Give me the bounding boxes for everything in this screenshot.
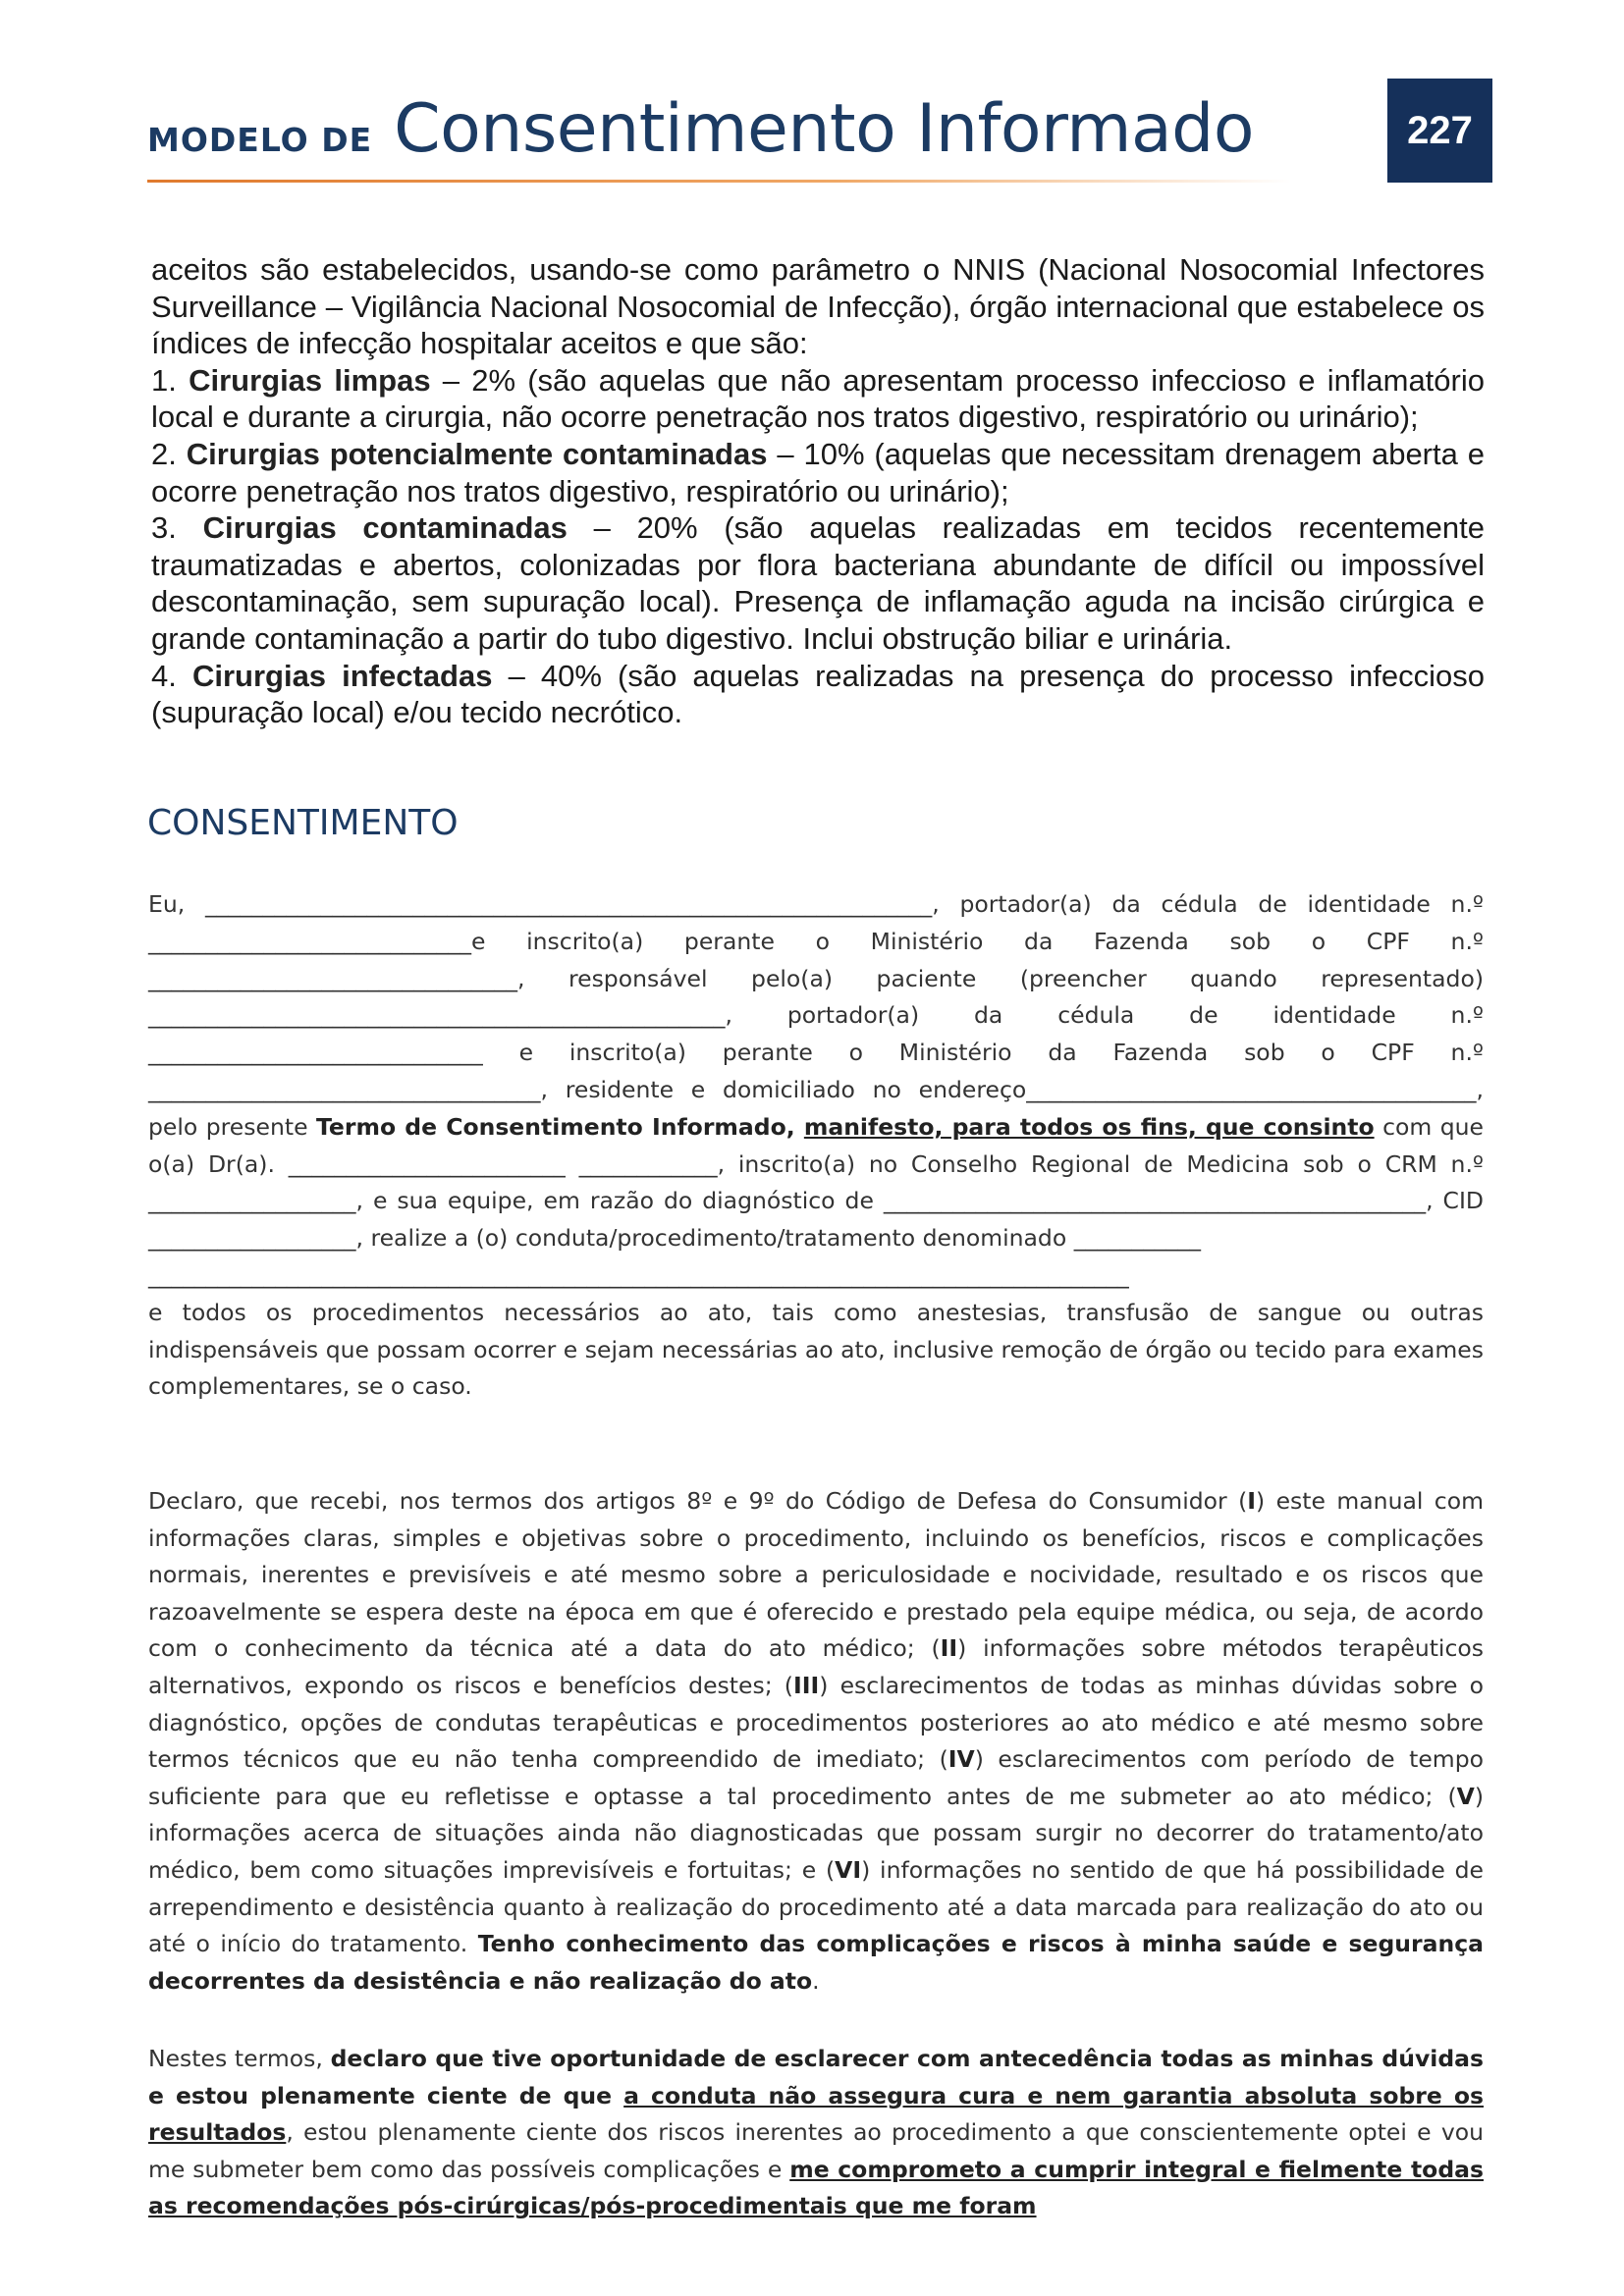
- nestes-run: declaro que tive oportunidade de esclarecer com antecedência todas as minhas dúvidas e estou plenamente ciente de que: [148, 2045, 1484, 2109]
- item-text: – 20% (são aquelas realizadas em tecidos recentemente traumatizadas e abertos, colonizadas por flora bacteriana abundante de difícil ou impossível descontaminação, sem supuração local). Presença de inflamação aguda na incisão cirúrgica e grande contaminação a partir do tubo digestivo. Inclui obstrução biliar e urinária.: [151, 510, 1486, 656]
- form-text-c: e todos os procedimentos necessários ao ato, tais como anestesias, transfusão de sangue ou outras indispensáveis que possam ocorrer e sejam necessárias ao ato, inclusive remoção de órgão ou tecido para exames complementares, se o caso.: [148, 1298, 1484, 1401]
- nestes-run: Nestes termos,: [148, 2045, 331, 2072]
- page-header: [147, 90, 1254, 168]
- declaration-paragraph: [148, 1483, 1484, 2000]
- declaro-run: VI: [835, 1855, 862, 1884]
- item-text: – 40% (são aquelas realizadas na presença do processo infeccioso (supuração local) e/ou tecido necrótico.: [151, 658, 1485, 730]
- form-blank-line: _____________________________________________________________________________________: [148, 1260, 1129, 1289]
- form-term-title: Termo de Consentimento Informado,: [316, 1112, 804, 1141]
- consent-form-text: [148, 886, 1484, 1406]
- nestes-run: me comprometo a cumprir integral e fielmente todas as recomendações pós-cirúrgicas/pós-procedimentais que me foram: [148, 2155, 1484, 2220]
- form-text-a: Eu, _______________________________________________________________, portador(a) da cédula de identidade n.º ____________________________e inscrito(a) perante o Ministério da Fazenda sob o CPF n.º ________________________________, responsável pelo(a) paciente (preencher quando representado) __________________________________________________, portador(a) da cédula de identidade n.º _____________________________ e inscrito(a) perante o Ministério da Fazenda sob o CPF n.º __________________________________, residente e domiciliado no endereço_______________________________________, pelo presente: [148, 890, 1484, 1141]
- declaro-run: ) este manual com informações claras, simples e objetivas sobre o procedimento, incluindo os benefícios, riscos e complicações normais, inerentes e previsíveis e até mesmo sobre a periculosidade e nocividade, resultado e os riscos que razoavelmente se espera deste na época em que é oferecido e prestado pela equipe médica, ou seja, de acordo com o conhecimento da técnica até a data do ato médico; (: [148, 1487, 1484, 1663]
- list-item-4: [151, 658, 1485, 731]
- item-text: – 2% (são aquelas que não apresentam processo infeccioso e inflamatório local e durante a cirurgia, não ocorre penetração nos tratos digestivo, respiratório ou urinário);: [151, 362, 1485, 435]
- page-number: 227: [1407, 108, 1473, 152]
- terms-paragraph: [148, 2041, 1484, 2225]
- list-item-3: [151, 509, 1485, 657]
- nestes-run: a conduta não assegura cura e nem garantia absoluta sobre os resultados: [148, 2081, 1484, 2147]
- declaro-run: Tenho conhecimento das complicações e riscos à minha saúde e segurança decorrentes da desistência e não realização do ato: [148, 1930, 1484, 1995]
- intro-paragraph: aceitos são estabelecidos, usando-se como parâmetro o NNIS (Nacional Nosocomial Infectores Surveillance – Vigilância Nacional Nosocomial de Infecção), órgão internacional que estabelece os índices de infecção hospitalar aceitos e que são:: [151, 252, 1485, 361]
- item-term: Cirurgias infectadas: [191, 658, 493, 693]
- declaro-run: ) esclarecimentos de todas as minhas dúvidas sobre o diagnóstico, opções de condutas terapêuticas e procedimentos posteriores ao ato médico e até mesmo sobre termos técnicos que eu não tenha compreendido de imediato; (: [148, 1671, 1484, 1774]
- header-rule: [147, 180, 1291, 183]
- list-item-2: [151, 436, 1485, 509]
- item-number: 4.: [151, 658, 177, 693]
- declaro-run: III: [792, 1671, 820, 1699]
- item-number: 2.: [151, 436, 177, 471]
- item-term: Cirurgias contaminadas: [202, 510, 568, 546]
- consent-section-title: CONSENTIMENTO: [147, 803, 459, 843]
- item-text: – 10% (aquelas que necessitam drenagem aberta e ocorre penetração nos tratos digestivo, respiratório ou urinário);: [151, 436, 1485, 508]
- declaro-run: I: [1247, 1487, 1257, 1515]
- nestes-run: , estou plenamente ciente dos riscos inerentes ao procedimento a que conscientemente optei e vou me submeter bem como das possíveis complicações e: [148, 2118, 1484, 2183]
- header-title: Consentimento Informado: [394, 90, 1254, 168]
- header-prefix: MODELO DE: [147, 121, 373, 159]
- declaro-run: ) informações sobre métodos terapêuticos alternativos, expondo os riscos e benefícios destes; (: [148, 1634, 1484, 1699]
- declaro-run: IV: [947, 1745, 975, 1774]
- declaro-run: ) informações no sentido de que há possibilidade de arrependimento e desistência quanto à realização do procedimento até a data marcada para realização do ato ou até o início do tratamento.: [148, 1855, 1484, 1958]
- declaro-run: ) informações acerca de situações ainda não diagnosticadas que possam surgir no decorrer do tratamento/ato médico, bem como situações imprevisíveis e fortuitas; e (: [148, 1782, 1484, 1884]
- list-item-1: [151, 362, 1485, 436]
- infection-criteria-section: [151, 251, 1485, 731]
- terms-paragraph-section: [148, 2041, 1484, 2225]
- item-term: Cirurgias potencialmente contaminadas: [186, 436, 768, 471]
- declaro-run: II: [940, 1634, 958, 1663]
- item-term: Cirurgias limpas: [189, 362, 431, 398]
- form-consent-statement: manifesto, para todos os fins, que consinto: [803, 1112, 1375, 1141]
- form-text-b: com que o(a) Dr(a). ________________________ ____________, inscrito(a) no Conselho Regional de Medicina sob o CRM n.º __________________, e sua equipe, em razão do diagnóstico de _______________________________________________, CID __________________, realize a (o) conduta/procedimento/tratamento denominado ___________: [148, 1112, 1485, 1253]
- declaro-run: Declaro, que recebi, nos termos dos artigos 8º e 9º do Código de Defesa do Consumidor (: [148, 1487, 1248, 1515]
- item-number: 1.: [151, 362, 177, 398]
- declaro-run: .: [812, 1966, 820, 1995]
- declaro-run: V: [1456, 1782, 1475, 1810]
- consent-form-paragraph: [148, 886, 1484, 1257]
- item-number: 3.: [151, 510, 177, 546]
- declaro-run: ) esclarecimentos com período de tempo suficiente para que eu refletisse e optasse a tal procedimento antes de me submeter ao ato médico; (: [148, 1745, 1484, 1810]
- page-number-badge: [1387, 79, 1492, 183]
- declaration-paragraph-section: [148, 1483, 1484, 2000]
